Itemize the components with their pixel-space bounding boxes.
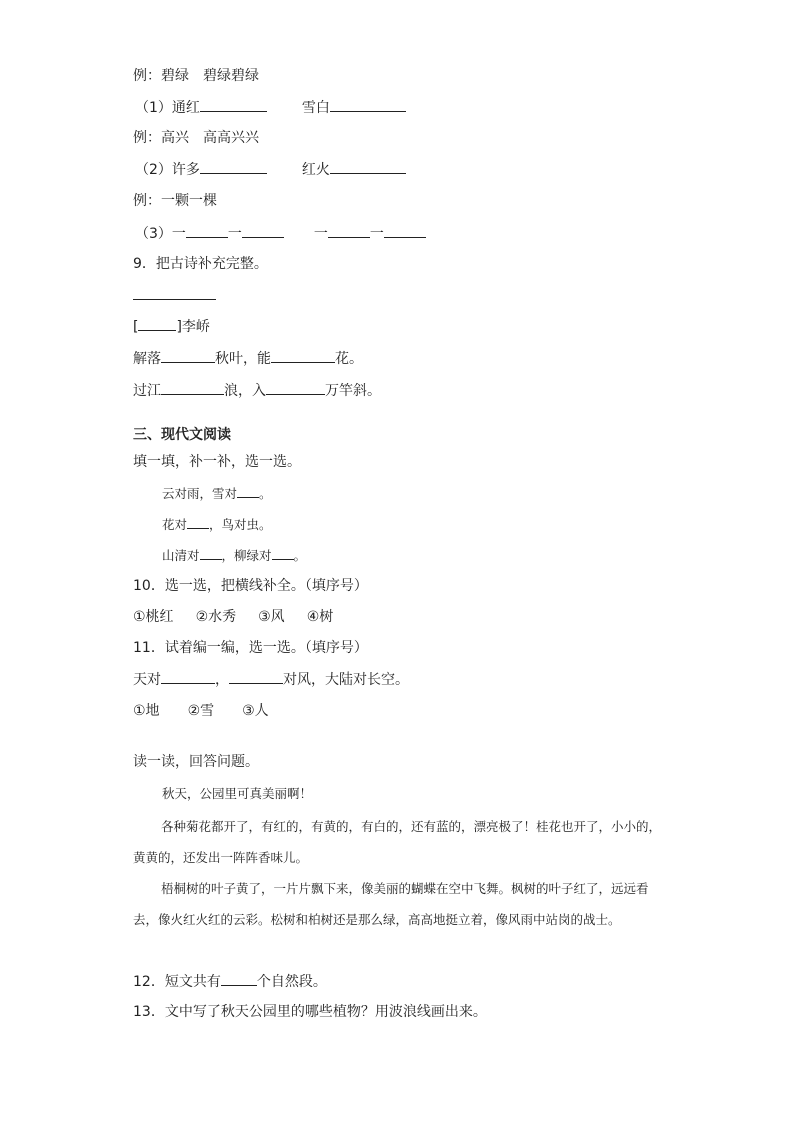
couplet-text: ， xyxy=(215,672,229,688)
poem-title-blank[interactable] xyxy=(133,285,216,306)
poem-text: 万竿斜。 xyxy=(325,383,381,399)
example-2 xyxy=(133,128,259,148)
poem-text: 解落 xyxy=(133,351,161,367)
option[interactable]: ④树 xyxy=(306,609,334,625)
couplet-text: 花对 xyxy=(162,517,188,532)
poem-line-1 xyxy=(133,348,363,369)
word-b: 雪白 xyxy=(301,100,330,116)
question-number: （2） xyxy=(135,162,172,178)
question-number: （1） xyxy=(135,100,172,116)
couplet-text: 。 xyxy=(259,486,272,501)
answer-blank[interactable] xyxy=(271,348,335,363)
question-3 xyxy=(135,223,426,244)
example-value: 碧绿碧绿 xyxy=(203,68,259,84)
answer-blank[interactable] xyxy=(384,223,426,238)
couplet-text: 云对雨，雪对 xyxy=(162,486,238,501)
question-11-title: 11．试着编一编，选一选。（填序号） xyxy=(133,640,368,656)
example-1 xyxy=(133,66,259,86)
couplet-text: 山清对 xyxy=(162,548,200,563)
answer-blank[interactable] xyxy=(161,669,215,684)
example-value: 高高兴兴 xyxy=(203,130,259,146)
poem-text: 浪，入 xyxy=(224,383,266,399)
answer-blank[interactable] xyxy=(200,159,267,174)
paragraph-text: 各种菊花都开了，有红的，有黄的，有白的，还有蓝的，漂亮极了！桂花也开了，小小的，黄黄的，还发出一阵阵香味儿。 xyxy=(133,819,662,865)
answer-blank[interactable] xyxy=(161,348,215,363)
couplet-text: 天对 xyxy=(133,672,161,688)
example-3 xyxy=(133,191,217,211)
example-label: 例：碧绿 xyxy=(133,68,189,84)
reading-paragraph-3 xyxy=(133,873,673,935)
example-label: 例：高兴 xyxy=(133,130,189,146)
question-11-options xyxy=(133,701,269,721)
bracket-open: [ xyxy=(133,319,139,335)
section-3-title: 三、现代文阅读 xyxy=(133,427,231,443)
question-12 xyxy=(133,971,327,992)
question-number: （3） xyxy=(135,226,172,242)
couplet-text: 。 xyxy=(293,548,307,563)
option[interactable]: ②水秀 xyxy=(195,609,237,625)
question-1 xyxy=(135,97,406,118)
option[interactable]: ①地 xyxy=(133,703,160,719)
answer-blank[interactable] xyxy=(200,97,267,112)
word-a: 许多 xyxy=(171,162,200,178)
question-2 xyxy=(135,159,406,180)
question-10-options xyxy=(133,607,333,627)
option[interactable]: ③风 xyxy=(258,609,285,625)
question-text: 个自然段。 xyxy=(256,974,327,990)
word-b: 红火 xyxy=(301,162,330,178)
yi-char: 一 xyxy=(227,226,242,242)
reading-paragraph-2 xyxy=(133,811,673,873)
word-a: 通红 xyxy=(171,100,200,116)
paragraph-text: 梧桐树的叶子黄了，一片片飘下来，像美丽的蝴蝶在空中飞舞。枫树的叶子红了，远远看去，像火红火红的云彩。松树和柏树还是那么绿，高高地挺立着，像风雨中站岗的战士。 xyxy=(133,881,649,927)
answer-blank[interactable] xyxy=(186,223,228,238)
answer-blank[interactable] xyxy=(229,669,283,684)
couplet-text: ，柳绿对 xyxy=(221,548,272,563)
couplet-1 xyxy=(162,483,272,504)
answer-blank[interactable] xyxy=(272,545,294,560)
answer-blank[interactable] xyxy=(200,545,222,560)
question-13: 13．文中写了秋天公园里的哪些植物？用波浪线画出来。 xyxy=(133,1004,487,1020)
reading-instruction: 读一读，回答问题。 xyxy=(133,754,259,770)
bracket-close-author: ]李峤 xyxy=(176,319,210,335)
answer-blank[interactable] xyxy=(138,316,176,331)
answer-blank[interactable] xyxy=(161,380,224,395)
answer-blank[interactable] xyxy=(266,380,325,395)
poem-text: 花。 xyxy=(335,351,363,367)
option[interactable]: ①桃红 xyxy=(133,609,174,625)
question-text: 12．短文共有 xyxy=(133,974,221,990)
poem-author-line xyxy=(133,316,210,337)
question-9-title: 9．把古诗补充完整。 xyxy=(133,256,268,272)
couplet-text: ，鸟对虫。 xyxy=(209,517,272,532)
couplet-2 xyxy=(162,514,272,535)
couplet-text: 对风，大陆对长空。 xyxy=(283,672,409,688)
answer-blank[interactable] xyxy=(221,971,257,986)
yi-char: 一 xyxy=(171,226,186,242)
reading-paragraph-1: 秋天，公园里可真美丽啊！ xyxy=(162,786,313,801)
option[interactable]: ②雪 xyxy=(187,703,215,719)
poem-line-2 xyxy=(133,380,381,401)
yi-char: 一 xyxy=(313,226,328,242)
answer-blank[interactable] xyxy=(237,483,259,498)
question-11-line xyxy=(133,669,409,690)
answer-blank[interactable] xyxy=(330,97,406,112)
fill-instruction: 填一填，补一补，选一选。 xyxy=(133,454,301,470)
answer-blank[interactable] xyxy=(242,223,284,238)
couplet-3 xyxy=(162,545,306,566)
yi-char: 一 xyxy=(369,226,384,242)
poem-text: 过江 xyxy=(133,383,161,399)
example-label: 例：一颗一棵 xyxy=(133,193,217,209)
option[interactable]: ③人 xyxy=(242,703,269,719)
answer-blank[interactable] xyxy=(330,159,406,174)
poem-text: 秋叶，能 xyxy=(215,351,271,367)
answer-blank[interactable] xyxy=(328,223,370,238)
answer-blank[interactable] xyxy=(187,514,209,529)
question-10-title: 10．选一选，把横线补全。（填序号） xyxy=(133,578,368,594)
